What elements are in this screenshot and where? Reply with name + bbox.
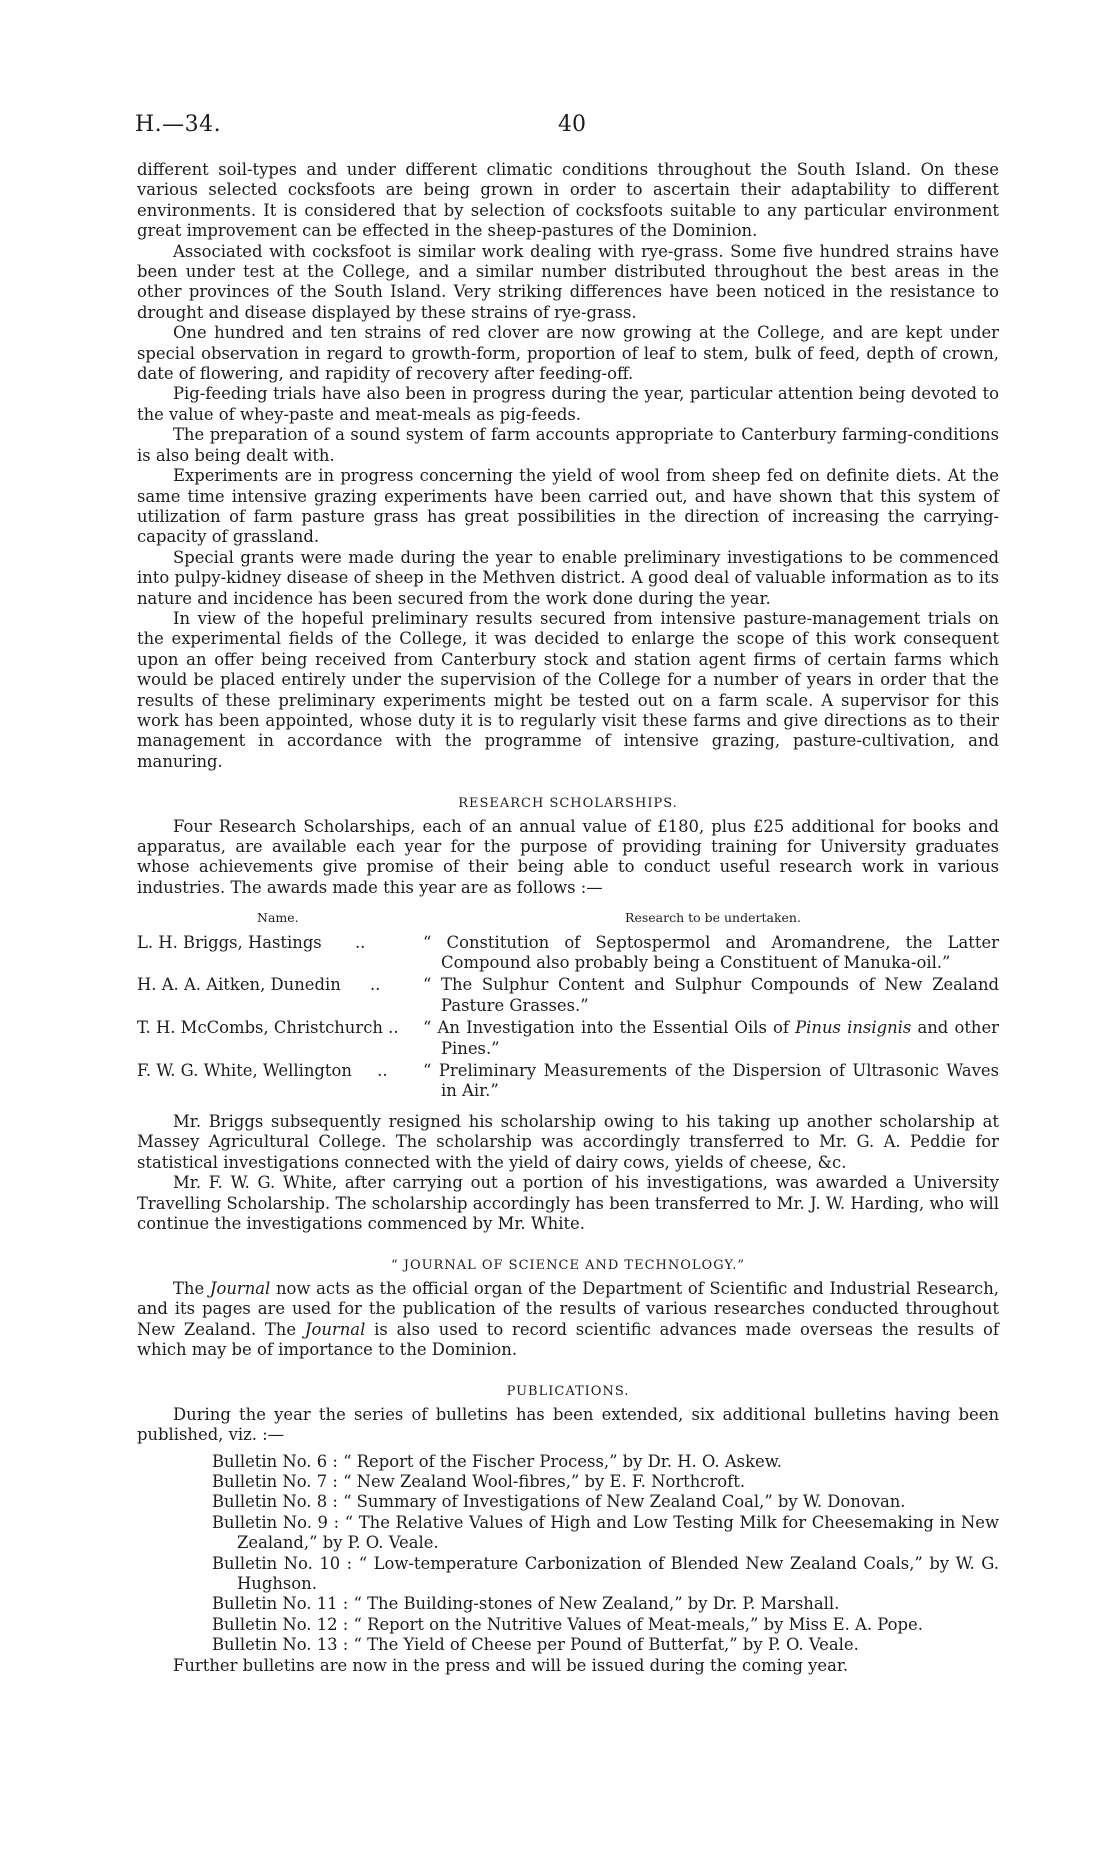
- paragraph: Associated with cocksfoot is similar work dealing with rye-grass. Some five hundred strains have been under test at the College, and a similar number distributed throughout the best areas in the other provinces of the South Island. Very striking differences have been noticed in the resistance to drought and disease displayed by these strains of rye-grass.: [137, 241, 999, 322]
- paragraph: Mr. Briggs subsequently resigned his scholarship owing to his taking up another scholarship at Massey Agricultural College. The scholarship was accordingly transferred to Mr. G. A. Peddie for statistical investigations connected with the yield of dairy cows, yields of cheese, &c.: [137, 1111, 999, 1172]
- column-header-research: Research to be undertaken.: [625, 910, 801, 926]
- publications-closing: Further bulletins are now in the press and will be issued during the coming year.: [173, 1655, 849, 1675]
- bulletin-item: Bulletin No. 8 : “ Summary of Investigations of New Zealand Coal,” by W. Donovan.: [212, 1492, 906, 1512]
- bulletin-item: Bulletin No. 13 : “ The Yield of Cheese per Pound of Butterfat,” by P. O. Veale.: [212, 1635, 859, 1655]
- research-topic: “ Constitution of Septospermol and Aromandrene, the Latter Compound also probably being a Constituent of Manuka-oil.”: [423, 932, 999, 973]
- section-heading-journal: “ JOURNAL OF SCIENCE AND TECHNOLOGY.”: [390, 1258, 746, 1274]
- research-topic: “ Preliminary Measurements of the Dispersion of Ultrasonic Waves in Air.”: [423, 1061, 999, 1101]
- paragraph: Experiments are in progress concerning the yield of wool from sheep fed on definite diets. At the same time intensive grazing experiments have been carried out, and have shown that this system of utilization of farm pasture grass has great possibilities in the direction of increasing the carrying-capacity of grassland.: [137, 466, 999, 547]
- paragraph: Mr. F. W. G. White, after carrying out a portion of his investigations, was awarded a University Travelling Scholarship. The scholarship accordingly has been transferred to Mr. J. W. Harding, who will continue the investigations commenced by Mr. White.: [137, 1173, 999, 1233]
- research-topic: “ An Investigation into the Essential Oils of Pinus insignis and other Pines.”: [423, 1018, 999, 1058]
- scholar-name: F. W. G. White, Wellington ..: [137, 1061, 388, 1081]
- section-heading-research-scholarships: RESEARCH SCHOLARSHIPS.: [458, 796, 678, 812]
- table-header: [137, 908, 999, 928]
- page-body: [137, 160, 999, 1676]
- column-header-name: Name.: [257, 910, 299, 926]
- paragraph: Special grants were made during the year to enable preliminary investigations to be commenced into pulpy-kidney disease of sheep in the Methven district. A good deal of valuable information as to its nature and incidence has been secured from the work done during the year.: [137, 547, 999, 608]
- scholar-name: H. A. A. Aitken, Dunedin ..: [137, 975, 381, 995]
- paragraph: One hundred and ten strains of red clover are now growing at the College, and are kept under special observation in regard to growth-form, proportion of leaf to stem, bulk of feed, depth of crown, date of flowering, and rapidity of recovery after feeding-off.: [137, 323, 999, 384]
- bulletin-item: Bulletin No. 6 : “ Report of the Fischer Process,” by Dr. H. O. Askew.: [212, 1451, 782, 1471]
- section-heading-publications: PUBLICATIONS.: [506, 1384, 630, 1400]
- bulletin-item: Bulletin No. 9 : “ The Relative Values of High and Low Testing Milk for Cheesemaking in New Zealand,” by P. O. Veale.: [212, 1512, 999, 1553]
- table-row: [137, 1061, 999, 1102]
- page-number: 40: [558, 112, 586, 137]
- bulletin-item: Bulletin No. 11 : “ The Building-stones of New Zealand,” by Dr. P. Marshall.: [212, 1594, 840, 1614]
- bulletin-item: Bulletin No. 10 : “ Low-temperature Carbonization of Blended New Zealand Coals,” by W. G. Hughson.: [212, 1553, 999, 1593]
- research-topic: “ The Sulphur Content and Sulphur Compounds of New Zealand Pasture Grasses.”: [423, 975, 999, 1015]
- bulletin-item: Bulletin No. 7 : “ New Zealand Wool-fibres,” by E. F. Northcroft.: [212, 1471, 746, 1491]
- document-reference: H.—34.: [135, 112, 222, 137]
- scholarship-table: [137, 908, 999, 1102]
- table-row: [137, 933, 999, 974]
- table-row: [137, 975, 999, 1016]
- table-row: [137, 1018, 999, 1059]
- scholar-name: T. H. McCombs, Christchurch ..: [137, 1018, 399, 1038]
- paragraph: Pig-feeding trials have also been in progress during the year, particular attention being devoted to the value of whey-paste and meat-meals as pig-feeds.: [137, 384, 999, 424]
- paragraph: The preparation of a sound system of farm accounts appropriate to Canterbury farming-conditions is also being dealt with.: [137, 425, 999, 465]
- publications-intro: During the year the series of bulletins has been extended, six additional bulletins having been published, viz. :—: [137, 1404, 999, 1445]
- scholar-name: L. H. Briggs, Hastings ..: [137, 932, 366, 952]
- bulletin-item: Bulletin No. 12 : “ Report on the Nutritive Values of Meat-meals,” by Miss E. A. Pope.: [212, 1614, 923, 1634]
- research-intro: Four Research Scholarships, each of an annual value of £180, plus £25 additional for books and apparatus, are available each year for the purpose of providing training for University graduates whose achievements give promise of their being able to conduct useful research work in various industries. The awards made this year are as follows :—: [137, 816, 999, 897]
- paragraph: In view of the hopeful preliminary results secured from intensive pasture-management trials on the experimental fields of the College, it was decided to enlarge the scope of this work consequent upon an offer being received from Canterbury stock and station agent firms of certain farms which would be placed entirely under the supervision of the College for a number of years in order that the results of these preliminary experiments might be tested out on a farm scale. A supervisor for this work has been appointed, whose duty it is to regularly visit these farms and give directions as to their management in accordance with the programme of intensive grazing, pasture-cultivation, and manuring.: [137, 608, 999, 771]
- paragraph: different soil-types and under different climatic conditions throughout the South Island. On these various selected cocksfoots are being grown in order to ascertain their adaptability to different environments. It is considered that by selection of cocksfoots suitable to any particular environment great improvement can be effected in the sheep-pastures of the Dominion.: [137, 160, 999, 241]
- journal-paragraph: The Journal now acts as the official organ of the Department of Scientific and Industrial Research, and its pages are used for the publication of the results of various researches conducted throughout New Zealand. The Journal is also used to record scientific advances made overseas the results of which may be of importance to the Dominion.: [137, 1278, 999, 1359]
